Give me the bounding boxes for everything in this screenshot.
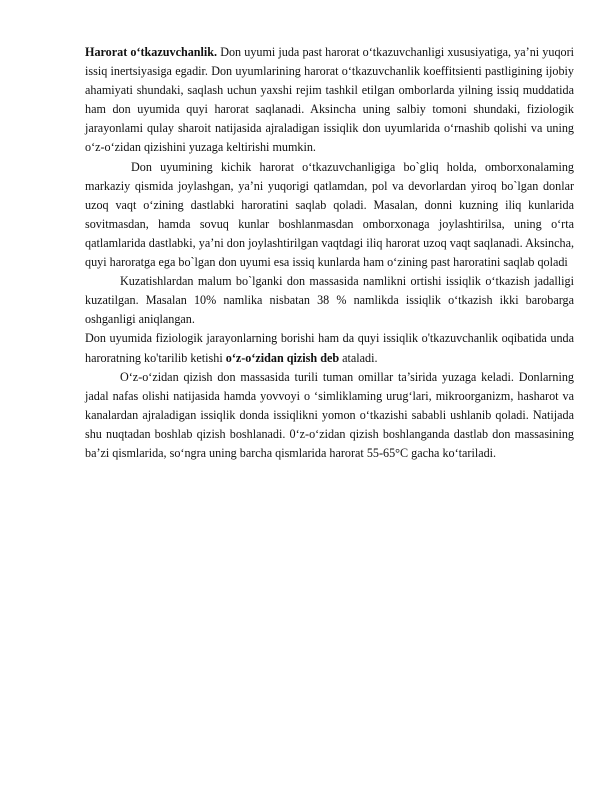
paragraph-text: Don uyumi juda past harorat o‘tkazuvchanligi xususiyatiga, ya’ni yuqori issiq inertsiyasiga egadir. Don uyumlarining harorat o‘tkazuvchanlik koeffitsienti pastligining ijobiy ahamiyati shundaki, saqlash uchun yaxshi rejim tashkil etilgan omborlarda yilning issiq muddatida ham don uyumida quyi harorat saqlanadi. Aksincha uning salbiy tomoni shundaki, fiziologik jarayonlami qulay sharoit natijasida ajraladigan issiqlik don uyumlarida o‘rnashib qolishi va uning o‘z-o‘zidan qizishini yuzaga keltirishi mumkin. <box>85 45 574 155</box>
paragraph-thermal-conductivity <box>85 43 574 158</box>
paragraph-moisture-observation <box>85 272 574 329</box>
term-self-heating: o‘z-o‘zidan qizish deb <box>225 350 340 365</box>
paragraph-text-end: ataladi. <box>339 350 378 365</box>
paragraph-self-heating-causes <box>85 368 574 463</box>
paragraph-storage-temperature <box>85 158 574 273</box>
paragraph-text: Kuzatishlardan malum bo`lganki don massasida namlikni ortishi issiqlik o‘tkazish jadalligi kuzatilgan. Masalan 10% namlika nisbatan 38 % namlikda issiqlik o‘tkazish ikki barobarga oshganligi aniqlangan. <box>85 274 574 327</box>
paragraph-text: Don uyumining kichik harorat o‘tkazuvchanligiga bo`gliq holda, omborxonalaming markaziy qismida joylashgan, ya’ni yuqorigi qatlamdan, pol va devorlardan yiroq bo`lgan donlar uzoq vaqt o‘zining dastlabki haroratini saqlab qoladi. Masalan, donni kuzning iliq kunlarida sovitmasdan, hamda sovuq kunlar boshlanmasdan omborxonaga joylashtirilsa, uning o‘rta qatlamlarida dastlabki, ya’ni don joylashtirilgan vaqtdagi iliq harorat uzoq vaqt saqlanadi. Aksincha, quyi haroratga ega bo`lgan don uyumi esa issiq kunlarda ham o‘zining past haroratini saqlab qoladi <box>85 159 574 270</box>
paragraph-text: O‘z-o‘zidan qizish don massasida turili tuman omillar ta’sirida yuzaga keladi. Donlarning jadal nafas olishi natijasida hamda yovvoyi o ‘simliklaming urug‘lari, mikroorganizm, hasharot va kanalardan ajraladigan issiqlik donda issiqlikni yomon o‘tkazishi sababli ushlanib qoladi. Natijada shu nuqtadan boshlab qizish boshlanadi. 0‘z-o‘zidan qizish boshlanganda dastlab don massasining ba’zi qismlarida, so‘ngra uning barcha qismlarida harorat 55-65°C gacha ko‘tariladi. <box>85 369 574 460</box>
paragraph-self-heating-definition <box>85 329 574 367</box>
paragraph-text: Don uyumida fiziologik jarayonlarning borishi ham da quyi issiqlik o'tkazuvchanlik oqibatida unda haroratning ko'tarilib ketishi <box>85 331 574 365</box>
document-body <box>85 43 574 463</box>
paragraph-heading: Harorat o‘tkazuvchanlik. <box>85 45 218 59</box>
